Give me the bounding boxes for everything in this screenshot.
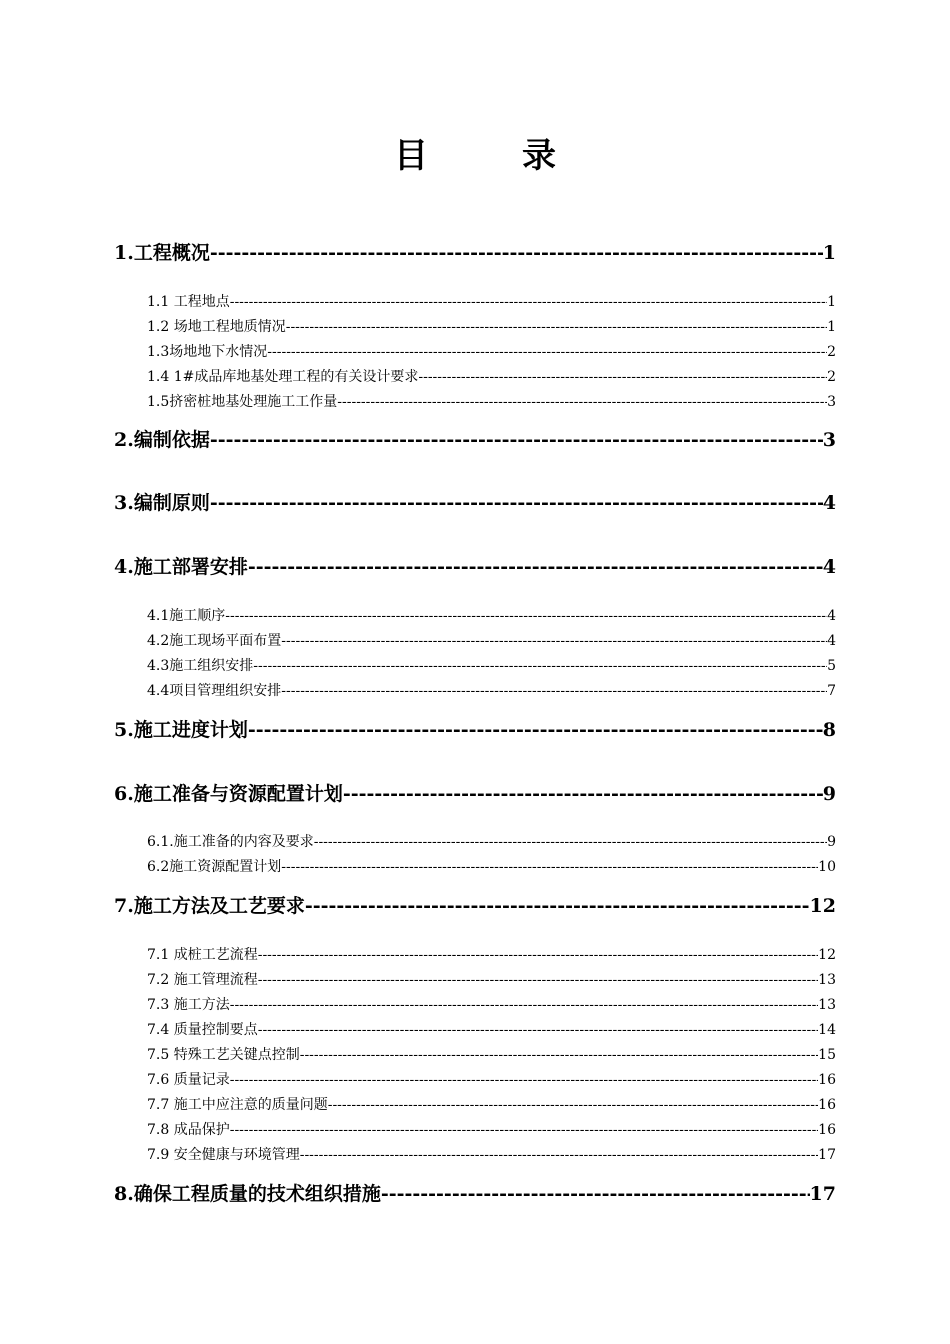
toc-entry-page: 1	[827, 294, 836, 310]
toc-leader	[328, 1097, 818, 1113]
toc-entry-page: 13	[818, 972, 836, 988]
toc-leader	[230, 997, 818, 1013]
toc-entry-label: 4.2施工现场平面布置	[147, 633, 282, 649]
toc-entry-label: 6.施工准备与资源配置计划	[114, 783, 343, 805]
toc-entry-label: 4.1施工顺序	[147, 608, 226, 624]
toc-entry-page: 4	[827, 608, 836, 624]
toc-entry-page: 12	[809, 895, 836, 917]
toc-entry-label: 1.2 场地工程地质情况	[147, 319, 286, 335]
toc-leader	[314, 834, 827, 850]
toc-entry[interactable]	[147, 1019, 836, 1039]
toc-leader	[281, 859, 818, 875]
toc-entry-page: 3	[822, 429, 836, 451]
toc-entry-label: 7.5 特殊工艺关键点控制	[147, 1047, 300, 1063]
toc-entry[interactable]	[147, 944, 836, 964]
toc-entry-label: 4.施工部署安排	[114, 556, 248, 578]
toc-entry-page: 3	[827, 394, 836, 410]
toc-entry[interactable]	[147, 1094, 836, 1114]
toc-leader	[210, 492, 823, 514]
toc-entry[interactable]	[114, 238, 836, 264]
toc-entry-page: 15	[818, 1047, 836, 1063]
toc-entry-label: 7.7 施工中应注意的质量问题	[147, 1097, 328, 1113]
toc-entry-label: 7.4 质量控制要点	[147, 1022, 258, 1038]
toc-entry[interactable]	[147, 366, 836, 386]
toc-entry-page: 2	[827, 369, 836, 385]
toc-entry-page: 7	[827, 683, 836, 699]
toc-leader	[337, 394, 827, 410]
toc-entry-label: 7.2 施工管理流程	[147, 972, 258, 988]
toc-entry-label: 8.确保工程质量的技术组织措施	[114, 1183, 381, 1205]
toc-leader	[305, 895, 810, 917]
toc-entry-page: 9	[822, 783, 836, 805]
toc-entry[interactable]	[147, 1119, 836, 1139]
toc-entry-label: 1.5挤密桩地基处理施工工作量	[147, 394, 338, 410]
toc-entry-label: 6.2施工资源配置计划	[147, 859, 282, 875]
toc-entry[interactable]	[147, 1044, 836, 1064]
toc-entry-page: 16	[818, 1072, 836, 1088]
toc-entry-page: 17	[809, 1183, 836, 1205]
toc-entry-label: 7.1 成桩工艺流程	[147, 947, 258, 963]
toc-leader	[258, 1022, 818, 1038]
toc-entry-page: 12	[818, 947, 836, 963]
toc-leader	[258, 947, 818, 963]
toc-entry-label: 3.编制原则	[114, 492, 210, 514]
toc-entry-page: 2	[827, 344, 836, 360]
toc-leader	[225, 608, 827, 624]
toc-entry-page: 17	[818, 1147, 836, 1163]
toc-entry[interactable]	[147, 291, 836, 311]
toc-entry-label: 6.1.施工准备的内容及要求	[147, 834, 314, 850]
toc-entry-label: 1.3场地地下水情况	[147, 344, 268, 360]
toc-leader	[248, 556, 823, 578]
toc-leader	[210, 429, 823, 451]
toc-entry[interactable]	[114, 891, 836, 917]
toc-entry-page: 4	[822, 492, 836, 514]
toc-leader	[281, 683, 827, 699]
toc-entry-page: 1	[827, 319, 836, 335]
toc-entry-label: 4.4项目管理组织安排	[147, 683, 282, 699]
toc-entry[interactable]	[147, 680, 836, 700]
toc-leader	[300, 1147, 818, 1163]
toc-leader	[418, 369, 827, 385]
toc-entry-page: 14	[818, 1022, 836, 1038]
toc-leader	[230, 1072, 818, 1088]
toc-entry-label: 4.3施工组织安排	[147, 658, 254, 674]
toc-leader	[343, 783, 823, 805]
toc-entry[interactable]	[114, 552, 836, 578]
toc-entry[interactable]	[147, 969, 836, 989]
toc-entry-page: 10	[818, 859, 836, 875]
toc-entry[interactable]	[147, 856, 836, 876]
toc-leader	[381, 1183, 810, 1205]
toc-leader	[230, 294, 827, 310]
toc-entry-label: 7.3 施工方法	[147, 997, 230, 1013]
toc-entry-page: 9	[827, 834, 836, 850]
toc-entry-label: 1.1 工程地点	[147, 294, 230, 310]
toc-entry-label: 2.编制依据	[114, 429, 210, 451]
toc-leader	[281, 633, 827, 649]
toc-entry-label: 1.4 1#成品库地基处理工程的有关设计要求	[147, 369, 419, 385]
toc-leader	[248, 719, 823, 741]
toc-entry[interactable]	[147, 655, 836, 675]
toc-entry-page: 16	[818, 1097, 836, 1113]
toc-entry[interactable]	[147, 341, 836, 361]
toc-title: 目 录	[394, 136, 586, 176]
toc-entry[interactable]	[147, 1144, 836, 1164]
toc-leader	[300, 1047, 818, 1063]
toc-leader	[253, 658, 827, 674]
toc-entry[interactable]	[147, 831, 836, 851]
toc-entry[interactable]	[147, 1069, 836, 1089]
toc-entry[interactable]	[147, 391, 836, 411]
toc-entry-label: 7.施工方法及工艺要求	[114, 895, 305, 917]
toc-leader	[286, 319, 827, 335]
toc-leader	[210, 242, 823, 264]
toc-entry-label: 1.工程概况	[114, 242, 210, 264]
toc-entry[interactable]	[114, 1179, 836, 1205]
toc-entry[interactable]	[147, 994, 836, 1014]
toc-entry-page: 1	[822, 242, 836, 264]
toc-entry[interactable]	[114, 425, 836, 451]
toc-entry-page: 4	[827, 633, 836, 649]
toc-entry-page: 4	[822, 556, 836, 578]
toc-entry-page: 16	[818, 1122, 836, 1138]
toc-entry-page: 8	[822, 719, 836, 741]
toc-entry-page: 5	[827, 658, 836, 674]
toc-leader	[258, 972, 818, 988]
toc-entry[interactable]	[114, 715, 836, 741]
toc-entry-page: 13	[818, 997, 836, 1013]
toc-leader	[230, 1122, 818, 1138]
toc-entry-label: 5.施工进度计划	[114, 719, 248, 741]
toc-entry[interactable]	[147, 316, 836, 336]
toc-entry[interactable]	[147, 630, 836, 650]
toc-entry[interactable]	[114, 779, 836, 805]
toc-leader	[267, 344, 827, 360]
toc-entry-label: 7.6 质量记录	[147, 1072, 230, 1088]
toc-entry[interactable]	[147, 605, 836, 625]
toc-entry[interactable]	[114, 488, 836, 514]
toc-entry-label: 7.9 安全健康与环境管理	[147, 1147, 300, 1163]
toc-entry-label: 7.8 成品保护	[147, 1122, 230, 1138]
